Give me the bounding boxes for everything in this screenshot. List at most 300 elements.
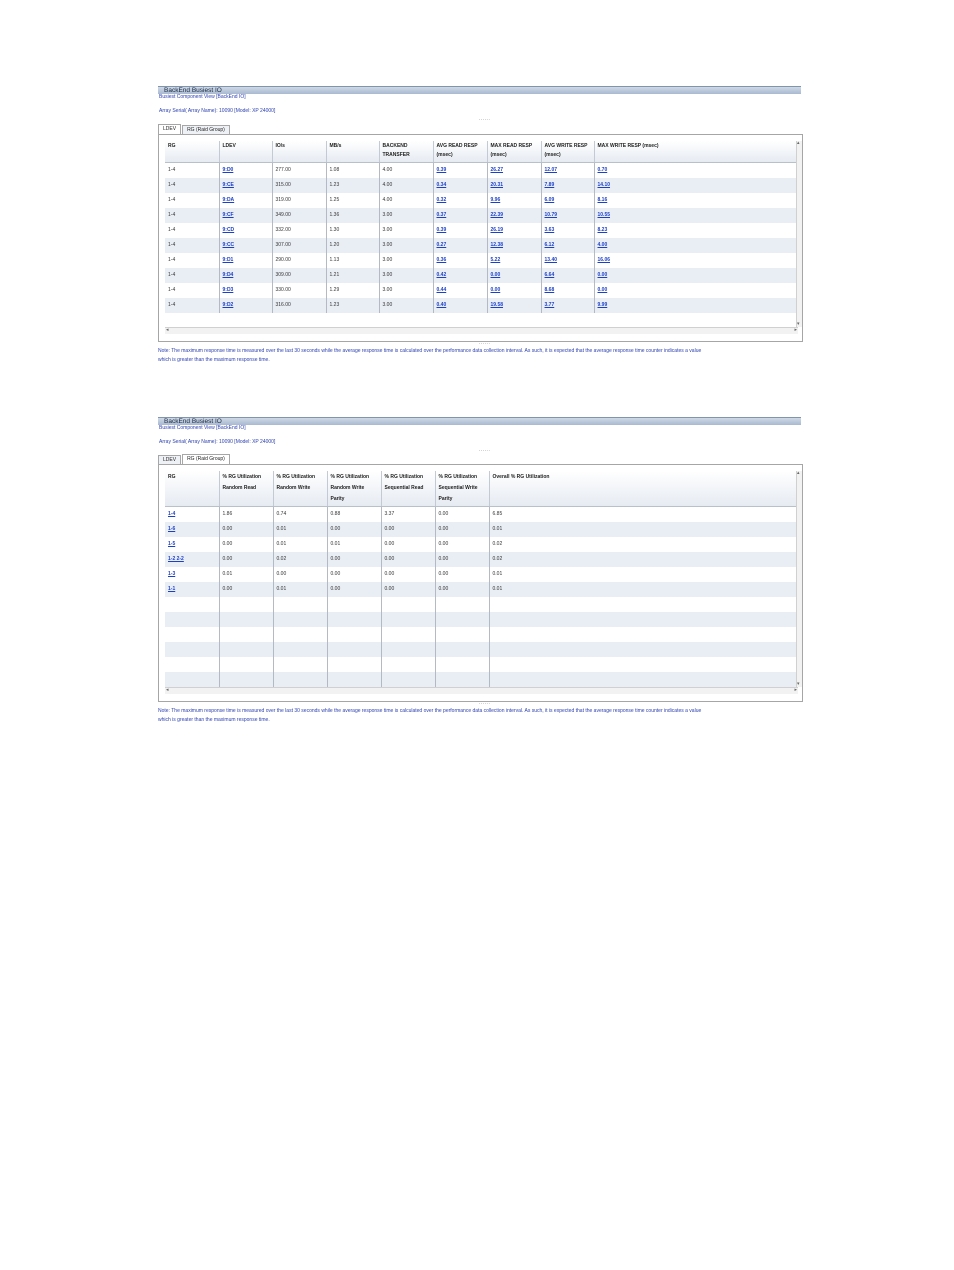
table-cell: 307.00 <box>272 238 326 253</box>
table-cell <box>594 253 798 268</box>
table-cell: 0.00 <box>327 567 381 582</box>
empty-cell <box>165 627 219 642</box>
table-cell: 0.00 <box>381 552 435 567</box>
table-cell: 1-4 <box>165 238 219 253</box>
table-cell <box>594 223 798 238</box>
table-cell <box>165 552 219 567</box>
table-cell <box>594 268 798 283</box>
cell-link[interactable]: 14.10 <box>597 181 611 188</box>
cell-link[interactable]: 22.39 <box>490 211 504 218</box>
table-cell <box>541 193 594 208</box>
response-time-note: Note: The maximum response time is measured over the last 30 seconds while the average response time is calculated over the performance data collection interval. As such, it is expected that the average response time counter indicates a value which is greater than the maximum response time. <box>158 708 702 723</box>
rg-table <box>165 471 798 687</box>
cell-link[interactable]: 20.31 <box>490 181 504 188</box>
cell-link[interactable]: 1-2 2-2 <box>168 556 184 562</box>
table-cell: 3.00 <box>379 208 433 223</box>
column-header-mbs[interactable]: MB/s <box>326 141 379 162</box>
cell-link[interactable]: 3.63 <box>544 226 555 233</box>
rg-header-row <box>165 471 798 507</box>
panel-title: BackEnd Busiest IO <box>158 86 801 94</box>
column-header-rg[interactable]: RG <box>165 141 219 162</box>
empty-cell <box>219 657 273 672</box>
column-header-overall-utilization[interactable]: Overall % RG Utilization <box>489 471 798 507</box>
table-cell <box>219 253 272 268</box>
table-cell: 0.01 <box>219 567 273 582</box>
empty-cell <box>165 597 219 612</box>
table-cell <box>541 178 594 193</box>
table-cell: 0.00 <box>435 552 489 567</box>
cell-link[interactable]: 9.96 <box>490 196 501 203</box>
column-header-sequential-read[interactable]: % RG Utilization Sequential Read <box>381 471 435 507</box>
scroll-up-icon[interactable]: ▴ <box>797 470 800 476</box>
table-cell: 0.00 <box>381 522 435 537</box>
table-cell <box>487 223 541 238</box>
table-cell <box>487 193 541 208</box>
ldev-table-frame <box>158 134 803 342</box>
scroll-down-icon[interactable]: ▾ <box>797 321 800 327</box>
table-cell: 0.00 <box>219 522 273 537</box>
table-cell <box>165 507 219 523</box>
empty-cell <box>327 657 381 672</box>
cell-link[interactable]: 3.77 <box>544 301 555 308</box>
array-serial: Array Serial( Array Name): 10090 [Model: XP 24000] <box>159 108 276 114</box>
table-row[interactable] <box>165 537 798 552</box>
table-cell: 3.00 <box>379 253 433 268</box>
table-cell <box>487 178 541 193</box>
table-cell: 0.00 <box>435 537 489 552</box>
column-header-avg-read-resp[interactable]: AVG READ RESP (msec) <box>433 141 487 162</box>
empty-cell <box>219 612 273 627</box>
column-header-avg-write-resp[interactable]: AVG WRITE RESP (msec) <box>541 141 594 162</box>
cell-link[interactable]: 16.06 <box>597 256 611 263</box>
empty-row <box>165 597 798 612</box>
empty-row <box>165 642 798 657</box>
column-header-ios[interactable]: IO/s <box>272 141 326 162</box>
table-cell: 1.20 <box>326 238 379 253</box>
table-row[interactable] <box>165 223 798 238</box>
table-cell: 3.00 <box>379 268 433 283</box>
table-cell <box>487 283 541 298</box>
ldev-header-row <box>165 141 798 162</box>
empty-cell <box>435 642 489 657</box>
rg-panel <box>158 417 801 445</box>
table-cell: 330.00 <box>272 283 326 298</box>
cell-link[interactable]: 6.64 <box>544 271 555 278</box>
splitter-handle[interactable]: ...... <box>479 700 491 706</box>
table-cell <box>541 268 594 283</box>
ldev-grid <box>165 141 798 313</box>
empty-cell <box>165 642 219 657</box>
column-header-random-write-parity[interactable]: % RG Utilization Random Write Parity <box>327 471 381 507</box>
cell-link[interactable]: 9.99 <box>597 301 608 308</box>
empty-cell <box>381 642 435 657</box>
table-cell <box>219 193 272 208</box>
table-cell <box>219 178 272 193</box>
cell-link[interactable]: 10.79 <box>544 211 558 218</box>
table-cell <box>433 208 487 223</box>
table-cell: 0.00 <box>273 567 327 582</box>
empty-cell <box>165 657 219 672</box>
table-cell <box>594 238 798 253</box>
empty-cell <box>489 642 798 657</box>
empty-cell <box>219 672 273 687</box>
horizontal-scrollbar[interactable] <box>165 687 798 694</box>
table-row[interactable] <box>165 178 798 193</box>
table-cell <box>541 298 594 313</box>
table-cell: 1.29 <box>326 283 379 298</box>
table-row[interactable] <box>165 268 798 283</box>
table-cell <box>219 238 272 253</box>
table-cell <box>219 223 272 238</box>
cell-link[interactable]: 8.16 <box>597 196 608 203</box>
table-cell: 0.00 <box>327 582 381 597</box>
cell-link[interactable]: 0.00 <box>490 286 501 293</box>
panel-subtitle: Busiest Component View [BackEnd IO] <box>159 94 246 100</box>
cell-link[interactable]: 0.32 <box>436 196 447 203</box>
empty-cell <box>273 627 327 642</box>
cell-link[interactable]: 9:D2 <box>222 301 234 308</box>
empty-row <box>165 627 798 642</box>
table-cell: 0.02 <box>489 552 798 567</box>
response-time-note: Note: The maximum response time is measured over the last 30 seconds while the average response time is calculated over the performance data collection interval. As such, it is expected that the average response time counter indicates a value which is greater than the maximum response time. <box>158 348 702 363</box>
table-cell <box>541 283 594 298</box>
table-cell: 1.25 <box>326 193 379 208</box>
table-cell <box>487 208 541 223</box>
empty-cell <box>435 657 489 672</box>
table-cell <box>433 223 487 238</box>
table-cell: 3.37 <box>381 507 435 523</box>
table-cell: 0.01 <box>273 522 327 537</box>
scroll-left-icon[interactable]: ◂ <box>166 687 169 693</box>
empty-row <box>165 672 798 687</box>
cell-link[interactable]: 9:D0 <box>222 166 234 173</box>
table-cell: 1-4 <box>165 208 219 223</box>
table-row[interactable] <box>165 283 798 298</box>
empty-cell <box>273 642 327 657</box>
cell-link[interactable]: 9:D1 <box>222 256 234 263</box>
empty-row <box>165 657 798 672</box>
table-cell <box>165 522 219 537</box>
cell-link[interactable]: 0.34 <box>436 181 447 188</box>
empty-cell <box>219 597 273 612</box>
table-cell <box>433 268 487 283</box>
cell-link[interactable]: 1-3 <box>168 571 176 577</box>
cell-link[interactable]: 0.27 <box>436 241 447 248</box>
table-cell: 0.01 <box>489 582 798 597</box>
cell-link[interactable]: 4.00 <box>597 241 608 248</box>
table-row[interactable] <box>165 162 798 178</box>
cell-link[interactable]: 1-6 <box>168 526 176 532</box>
table-cell: 1.30 <box>326 223 379 238</box>
table-row[interactable] <box>165 238 798 253</box>
table-row[interactable] <box>165 507 798 523</box>
table-cell: 1.36 <box>326 208 379 223</box>
table-cell <box>433 283 487 298</box>
table-cell: 0.02 <box>273 552 327 567</box>
empty-cell <box>381 657 435 672</box>
empty-cell <box>435 672 489 687</box>
empty-cell <box>489 672 798 687</box>
table-cell <box>219 162 272 178</box>
splitter-handle[interactable]: ...... <box>479 340 491 346</box>
cell-link[interactable]: 9:D4 <box>222 271 234 278</box>
table-cell: 3.00 <box>379 283 433 298</box>
cell-link[interactable]: 9:DA <box>222 196 235 203</box>
table-cell <box>594 208 798 223</box>
empty-cell <box>219 627 273 642</box>
table-cell: 0.01 <box>273 582 327 597</box>
table-cell: 1-4 <box>165 283 219 298</box>
cell-link[interactable]: 1-1 <box>168 586 176 592</box>
tab-bar <box>158 454 231 464</box>
cell-link[interactable]: 9:CC <box>222 241 235 248</box>
table-cell: 0.00 <box>381 537 435 552</box>
table-cell: 1.13 <box>326 253 379 268</box>
table-cell <box>594 298 798 313</box>
empty-cell <box>273 597 327 612</box>
cell-link[interactable]: 0.37 <box>436 211 447 218</box>
table-cell <box>433 193 487 208</box>
cell-link[interactable]: 0.39 <box>436 166 447 173</box>
column-header-ldev[interactable]: LDEV <box>219 141 272 162</box>
ldev-table <box>165 141 798 313</box>
table-cell: 0.00 <box>435 507 489 523</box>
empty-cell <box>435 597 489 612</box>
table-cell <box>487 253 541 268</box>
empty-cell <box>327 672 381 687</box>
table-cell <box>165 582 219 597</box>
cell-link[interactable]: 0.00 <box>597 286 608 293</box>
table-cell: 0.00 <box>435 522 489 537</box>
tab-ldev[interactable]: LDEV <box>158 124 181 135</box>
table-cell: 0.00 <box>381 567 435 582</box>
table-row[interactable] <box>165 253 798 268</box>
cell-link[interactable]: 10.55 <box>597 211 611 218</box>
table-row[interactable] <box>165 582 798 597</box>
empty-cell <box>327 612 381 627</box>
table-cell <box>487 162 541 178</box>
table-cell <box>541 238 594 253</box>
tab-rg-raid-group[interactable]: RG (Raid Group) <box>182 125 230 135</box>
table-row[interactable] <box>165 193 798 208</box>
rg-grid <box>165 471 798 687</box>
cell-link[interactable]: 8.68 <box>544 286 555 293</box>
column-header-max-write-resp[interactable]: MAX WRITE RESP (msec) <box>594 141 798 162</box>
table-cell: 1-4 <box>165 253 219 268</box>
empty-cell <box>489 627 798 642</box>
empty-cell <box>165 612 219 627</box>
cell-link[interactable]: 6.09 <box>544 196 555 203</box>
cell-link[interactable]: 12.38 <box>490 241 504 248</box>
panel-title: BackEnd Busiest IO <box>158 417 801 425</box>
empty-cell <box>489 657 798 672</box>
table-cell <box>165 537 219 552</box>
table-cell <box>433 238 487 253</box>
column-header-rg[interactable]: RG <box>165 471 219 507</box>
table-row[interactable] <box>165 522 798 537</box>
scroll-left-icon[interactable]: ◂ <box>166 327 169 333</box>
ldev-panel <box>158 86 801 114</box>
table-cell: 1-4 <box>165 268 219 283</box>
cell-link[interactable]: 26.19 <box>490 226 504 233</box>
empty-cell <box>273 657 327 672</box>
table-row[interactable] <box>165 298 798 313</box>
table-cell: 290.00 <box>272 253 326 268</box>
table-cell: 316.00 <box>272 298 326 313</box>
cell-link[interactable]: 19.58 <box>490 301 504 308</box>
table-cell <box>594 193 798 208</box>
tab-ldev[interactable]: LDEV <box>158 455 181 465</box>
cell-link[interactable]: 9:D3 <box>222 286 234 293</box>
column-header-sequential-write-parity[interactable]: % RG Utilization Sequential Write Parity <box>435 471 489 507</box>
cell-link[interactable]: 0.00 <box>490 271 501 278</box>
vertical-scrollbar[interactable] <box>796 141 802 327</box>
table-cell <box>594 283 798 298</box>
table-cell: 3.00 <box>379 223 433 238</box>
table-cell <box>165 567 219 582</box>
empty-cell <box>381 672 435 687</box>
cell-link[interactable]: 0.70 <box>597 166 608 173</box>
table-cell: 1.21 <box>326 268 379 283</box>
table-cell: 0.00 <box>327 552 381 567</box>
empty-cell <box>435 627 489 642</box>
cell-link[interactable]: 9:CD <box>222 226 235 233</box>
table-cell: 349.00 <box>272 208 326 223</box>
table-cell <box>219 283 272 298</box>
table-cell: 0.00 <box>219 582 273 597</box>
table-cell: 0.74 <box>273 507 327 523</box>
panel-subtitle: Busiest Component View [BackEnd IO] <box>159 425 246 431</box>
table-cell: 1-4 <box>165 223 219 238</box>
cell-link[interactable]: 0.36 <box>436 256 447 263</box>
cell-link[interactable]: 8.23 <box>597 226 608 233</box>
cell-link[interactable]: 26.27 <box>490 166 504 173</box>
table-cell <box>487 238 541 253</box>
cell-link[interactable]: 13.40 <box>544 256 558 263</box>
table-cell <box>433 178 487 193</box>
table-cell: 0.00 <box>219 537 273 552</box>
cell-link[interactable]: 9:CE <box>222 181 234 188</box>
table-cell: 4.00 <box>379 193 433 208</box>
empty-cell <box>219 642 273 657</box>
cell-link[interactable]: 12.07 <box>544 166 558 173</box>
table-cell <box>433 253 487 268</box>
table-row[interactable] <box>165 208 798 223</box>
empty-cell <box>381 627 435 642</box>
cell-link[interactable]: 0.44 <box>436 286 447 293</box>
empty-cell <box>165 672 219 687</box>
empty-cell <box>435 612 489 627</box>
column-header-backend-transfer[interactable]: BACKEND TRANSFER <box>379 141 433 162</box>
table-cell <box>487 268 541 283</box>
table-cell: 3.00 <box>379 298 433 313</box>
cell-link[interactable]: 1-4 <box>168 511 176 517</box>
empty-cell <box>381 612 435 627</box>
scroll-right-icon[interactable]: ▸ <box>794 327 797 333</box>
table-cell: 1-4 <box>165 162 219 178</box>
scroll-right-icon[interactable]: ▸ <box>794 687 797 693</box>
table-cell <box>594 178 798 193</box>
table-cell: 319.00 <box>272 193 326 208</box>
tab-rg-raid-group[interactable]: RG (Raid Group) <box>182 454 230 465</box>
table-cell <box>541 223 594 238</box>
cell-link[interactable]: 0.42 <box>436 271 447 278</box>
table-cell <box>541 162 594 178</box>
table-cell: 0.00 <box>435 567 489 582</box>
empty-row <box>165 612 798 627</box>
table-cell: 1-4 <box>165 298 219 313</box>
array-serial: Array Serial( Array Name): 10090 [Model: XP 24000] <box>159 439 276 445</box>
table-cell: 4.00 <box>379 178 433 193</box>
cell-link[interactable]: 5.22 <box>490 256 501 263</box>
horizontal-scrollbar[interactable] <box>165 327 798 334</box>
table-cell: 0.00 <box>435 582 489 597</box>
table-cell: 1.23 <box>326 178 379 193</box>
column-header-random-write[interactable]: % RG Utilization Random Write <box>273 471 327 507</box>
table-cell: 0.01 <box>489 567 798 582</box>
table-cell <box>594 162 798 178</box>
scroll-up-icon[interactable]: ▴ <box>797 140 800 146</box>
empty-cell <box>489 612 798 627</box>
table-cell: 0.00 <box>381 582 435 597</box>
cell-link[interactable]: 1-5 <box>168 541 176 547</box>
column-header-random-read[interactable]: % RG Utilization Random Read <box>219 471 273 507</box>
table-row[interactable] <box>165 567 798 582</box>
tab-bar <box>158 124 231 134</box>
cell-link[interactable]: 0.40 <box>436 301 447 308</box>
table-cell: 1.08 <box>326 162 379 178</box>
cell-link[interactable]: 6.12 <box>544 241 555 248</box>
table-cell <box>487 298 541 313</box>
empty-cell <box>327 627 381 642</box>
empty-cell <box>381 597 435 612</box>
table-cell: 3.00 <box>379 238 433 253</box>
cell-link[interactable]: 0.00 <box>597 271 608 278</box>
table-cell: 0.00 <box>219 552 273 567</box>
table-cell <box>541 253 594 268</box>
empty-cell <box>273 672 327 687</box>
cell-link[interactable]: 9:CF <box>222 211 234 218</box>
table-cell: 1.86 <box>219 507 273 523</box>
empty-cell <box>273 612 327 627</box>
empty-cell <box>489 597 798 612</box>
table-cell: 315.00 <box>272 178 326 193</box>
scroll-down-icon[interactable]: ▾ <box>797 681 800 687</box>
empty-cell <box>327 597 381 612</box>
table-cell <box>541 208 594 223</box>
table-cell: 6.85 <box>489 507 798 523</box>
table-cell: 0.01 <box>489 522 798 537</box>
splitter-handle[interactable]: ...... <box>479 116 491 122</box>
table-cell: 1-4 <box>165 193 219 208</box>
table-cell: 332.00 <box>272 223 326 238</box>
table-cell <box>219 208 272 223</box>
cell-link[interactable]: 7.89 <box>544 181 555 188</box>
vertical-scrollbar[interactable] <box>796 471 802 687</box>
table-cell <box>219 268 272 283</box>
table-cell: 0.00 <box>327 522 381 537</box>
table-cell: 0.01 <box>273 537 327 552</box>
table-cell: 0.88 <box>327 507 381 523</box>
splitter-handle[interactable]: ...... <box>479 447 491 453</box>
table-cell <box>433 162 487 178</box>
table-cell: 1.23 <box>326 298 379 313</box>
table-row[interactable] <box>165 552 798 567</box>
column-header-max-read-resp[interactable]: MAX READ RESP (msec) <box>487 141 541 162</box>
table-cell <box>219 298 272 313</box>
table-cell: 1-4 <box>165 178 219 193</box>
cell-link[interactable]: 0.39 <box>436 226 447 233</box>
